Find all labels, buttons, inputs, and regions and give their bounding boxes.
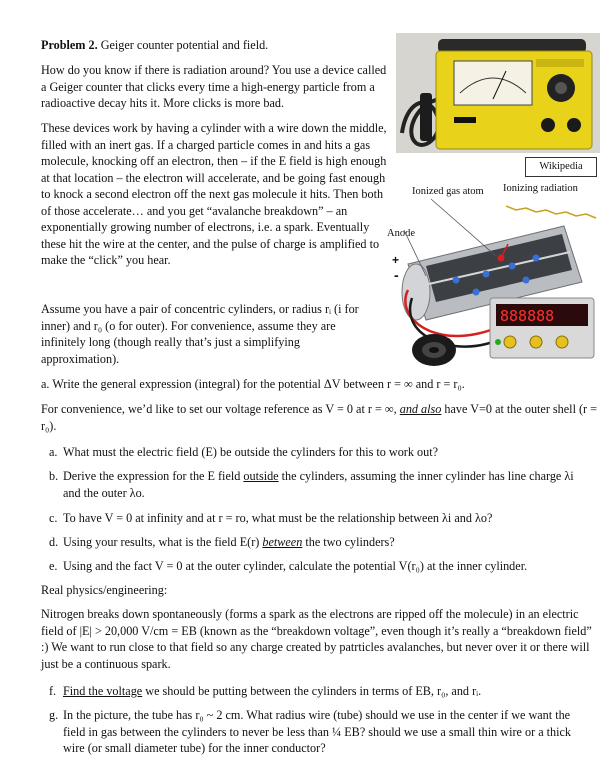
minus-sign: - xyxy=(394,267,399,283)
convenience-paragraph: For convenience, we’d like to set our voltage reference as V = 0 at r = ∞, and also have V=0 at the outer shell (r = r₀). xyxy=(41,402,598,433)
geiger-counter-photo xyxy=(396,33,600,153)
part-a-question: a. Write the general expression (integral) for the potential ΔV between r = ∞ and r = r₀. xyxy=(41,377,465,391)
counter-display: 888888 xyxy=(500,307,555,325)
mechanism-paragraph: These devices work by having a cylinder with a wire down the middle, filled with an inert gas. If a charged particle comes in and hits a gas molecule, knocking off an electron, then – if the E field is high enough at that location – the electron will accelerate, and be going fast enough to knock a second electron off the next gas molecule it hits. Then both of those accelerate… and you get “avalanche breakdown” – an exponentially growing number of electrons, i.e. a spark. Eventually these hit the wire at the center, and the pulse of charge is amplified to make the “click” you hear. xyxy=(41,121,387,267)
list-item-g: g. In the picture, the tube has r₀ ~ 2 cm. What radius wire (tube) should we use in the center if we want the field in gas between the cylinders to never be less than ¼ EB? should we use a small thin wire or a thick wire (or small diameter tube) for the inner conductor? xyxy=(49,708,572,755)
list-item-f: f. Find the voltage we should be putting between the cylinders in terms of EB, r₀, and rᵢ. xyxy=(49,684,482,698)
real-physics-heading: Real physics/engineering: xyxy=(41,583,168,597)
list-item-a: a. What must the electric field (E) be outside the cylinders for this to work out? xyxy=(49,445,438,459)
list-item-d: d. Using your results, what is the field E(r) between the two cylinders? xyxy=(49,535,395,549)
problem-number: Problem 2. xyxy=(41,38,98,52)
intro-paragraph: How do you know if there is radiation around? You use a device called a Geiger counter that clicks every time a high-energy particle from a radioactive decay hits it. More clicks is more bad. xyxy=(41,63,387,110)
list-item-e: e. Using and the fact V = 0 at the outer cylinder, calculate the potential V(r₀) at the inner cylinder. xyxy=(49,559,528,573)
problem-title xyxy=(41,37,361,54)
list-item-b: b. Derive the expression for the E field outside the cylinders, assuming the inner cylinder has line charge λi and the outer λo. xyxy=(49,469,574,500)
wikipedia-credit: Wikipedia xyxy=(525,157,597,177)
label-ionized-gas-atom: Ionized gas atom xyxy=(412,186,484,197)
geiger-tube-diagram xyxy=(386,194,600,370)
nitrogen-paragraph: Nitrogen breaks down spontaneously (forms a spark as the electrons are ripped off the molecule) in an electric field of |E| > 20,000 V/cm = EB (known as the “breakdown voltage”, even though it’s really a “breakdown field” :) We want to run close to that field so any charge created by patrticles avalanches, but never over it or there will just be a continuous spark. xyxy=(41,607,592,671)
label-ionizing-radiation: Ionizing radiation xyxy=(503,183,578,194)
list-item-c: c. To have V = 0 at infinity and at r = ro, what must be the relationship between λi and λo? xyxy=(49,511,493,525)
plus-sign: + xyxy=(392,253,400,267)
problem-title-text: Geiger counter potential and field. xyxy=(97,38,269,52)
assumption-paragraph: Assume you have a pair of concentric cylinders, or radius rᵢ (i for inner) and r₀ (o for outer). For convenience, assume they are infinitely long (though really that’s just a simplifying approximation). xyxy=(41,302,359,366)
label-anode: Anode xyxy=(387,228,415,239)
